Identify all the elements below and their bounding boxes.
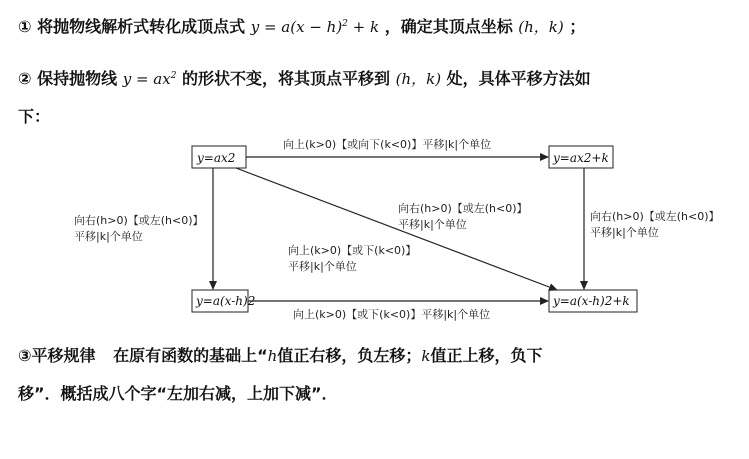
step2-text-c: 处，具体平移方法如 [446, 69, 591, 88]
step1-text-b: ，确定其顶点坐标 [384, 17, 513, 36]
step1-text-a: 将抛物线解析式转化成顶点式 [37, 17, 246, 36]
step3-text-a: 在原有函数的基础上“ [113, 346, 268, 365]
step3-line-cont [18, 381, 338, 404]
step1-end: ； [569, 17, 586, 36]
step3-text-d: 移”．概括成八个字“左加右减，上加下减”． [18, 384, 338, 403]
step3-marker: ③ [18, 346, 32, 365]
diag-label-1a: 向右(h>0)【或左(h<0)】 [398, 202, 528, 215]
box-tr-text: y=ax2+k [553, 151, 609, 165]
step3-text-c: 值正上移，负下 [430, 346, 543, 365]
bottom-label: 向上(k>0)【或下(k<0)】平移|k|个单位 [293, 308, 491, 321]
step1-marker: ① [18, 17, 32, 36]
step1-formula: $y = a(x - h)^2 + k$ [250, 18, 380, 36]
step2-marker: ② [18, 69, 32, 88]
step1-coord: (h，k) [518, 18, 564, 36]
arrow-diagonal [236, 168, 557, 290]
step2-text-a: 保持抛物线 [37, 69, 118, 88]
box-bl-text: y=a(x-h)2 [196, 294, 256, 308]
left-label-2: 平移|k|个单位 [74, 230, 143, 243]
right-label-1: 向右(h>0)【或左(h<0)】 [590, 210, 720, 223]
top-label: 向上(k>0)【或向下(k<0)】平移|k|个单位 [283, 138, 492, 151]
step3-text-b: 值正右移，负左移； [277, 346, 422, 365]
step2-text-d: 下： [18, 107, 51, 126]
diag-label-1b: 平移|k|个单位 [398, 218, 467, 231]
step2-formula: $y = ax^2$ [122, 70, 177, 88]
step3-title: 平移规律 [31, 346, 96, 365]
step3-var-h: h [267, 347, 278, 365]
diag-label-2a: 向上(k>0)【或下(k<0)】 [288, 244, 417, 257]
diag-label-2b: 平移|k|个单位 [288, 260, 357, 273]
step3-var-k: k [421, 347, 431, 365]
left-label-1: 向右(h>0)【或左(h<0)】 [74, 214, 204, 227]
step3-line [18, 343, 542, 366]
step2-text-b: 的形状不变，将其顶点平移到 [182, 69, 391, 88]
box-br-text: y=a(x-h)2+k [553, 294, 630, 308]
step2-coord: (h，k) [395, 70, 442, 88]
right-label-2: 平移|k|个单位 [590, 226, 659, 239]
box-tl-text: y=ax2 [197, 151, 236, 165]
